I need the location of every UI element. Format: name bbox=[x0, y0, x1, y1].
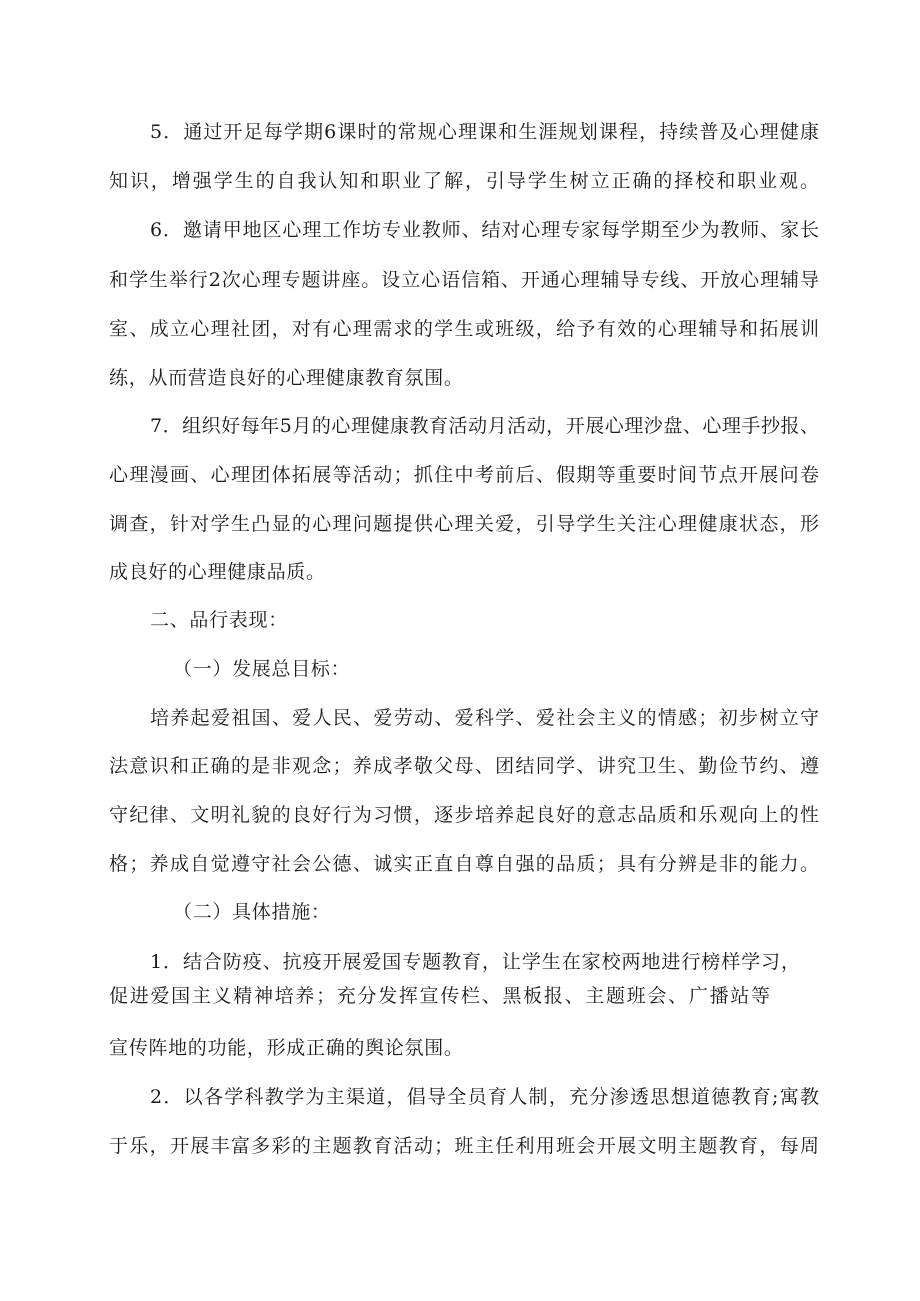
measure-2-line-1: 2．以各学科教学为主渠道，倡导全员育人制，充分渗透思想道德教育;寓教 bbox=[150, 1086, 819, 1108]
paragraph-6-line-1: 6．邀请甲地区心理工作坊专业教师、结对心理专家每学期至少为教师、家长 bbox=[150, 219, 819, 241]
paragraph-6-line-2: 和学生举行2次心理专题讲座。设立心语信箱、开通心理辅导专线、开放心理辅导 bbox=[109, 269, 819, 291]
paragraph-5-line-2: 知识，增强学生的自我认知和职业了解，引导学生树立正确的择校和职业观。 bbox=[109, 170, 819, 192]
paragraph-5-line-1: 5．通过开足每学期6课时的常规心理课和生涯规划课程，持续普及心理健康 bbox=[150, 121, 819, 143]
paragraph-7-line-4: 成良好的心理健康品质。 bbox=[109, 561, 326, 583]
measure-1-line-1: 1．结合防疫、抗疫开展爱国专题教育，让学生在家校两地进行榜样学习， bbox=[150, 951, 800, 973]
goal-paragraph-line-3: 守纪律、文明礼貌的良好行为习惯，逐步培养起良好的意志品质和乐观向上的性 bbox=[109, 804, 819, 826]
measure-1-line-3: 宣传阵地的功能，形成正确的舆论氛围。 bbox=[109, 1037, 464, 1059]
subheading-overall-goal: （一）发展总目标： bbox=[173, 658, 351, 680]
goal-paragraph-line-4: 格；养成自觉遵守社会公德、诚实正直自尊自强的品质；具有分辨是非的能力。 bbox=[109, 853, 819, 875]
paragraph-6-line-4: 练，从而营造良好的心理健康教育氛围。 bbox=[109, 367, 464, 389]
subheading-measures: （二）具体措施： bbox=[173, 901, 331, 923]
section-heading-conduct: 二、品行表现： bbox=[150, 609, 288, 631]
goal-paragraph-line-2: 法意识和正确的是非观念；养成孝敬父母、团结同学、讲究卫生、勤俭节约、遵 bbox=[109, 755, 819, 777]
paragraph-7-line-3: 调查，针对学生凸显的心理问题提供心理关爱，引导学生关注心理健康状态，形 bbox=[109, 513, 819, 535]
measure-1-line-2: 促进爱国主义精神培养；充分发挥宣传栏、黑板报、主题班会、广播站等 bbox=[109, 985, 770, 1007]
measure-2-line-2: 于乐，开展丰富多彩的主题教育活动；班主任利用班会开展文明主题教育，每周 bbox=[109, 1135, 819, 1157]
paragraph-7-line-2: 心理漫画、心理团体拓展等活动；抓住中考前后、假期等重要时间节点开展问卷 bbox=[109, 464, 819, 486]
goal-paragraph-line-1: 培养起爱祖国、爱人民、爱劳动、爱科学、爱社会主义的情感；初步树立守 bbox=[150, 707, 819, 729]
paragraph-6-line-3: 室、成立心理社团，对有心理需求的学生或班级，给予有效的心理辅导和拓展训 bbox=[109, 318, 819, 340]
paragraph-7-line-1: 7．组织好每年5月的心理健康教育活动月活动，开展心理沙盘、心理手抄报、 bbox=[150, 415, 819, 437]
